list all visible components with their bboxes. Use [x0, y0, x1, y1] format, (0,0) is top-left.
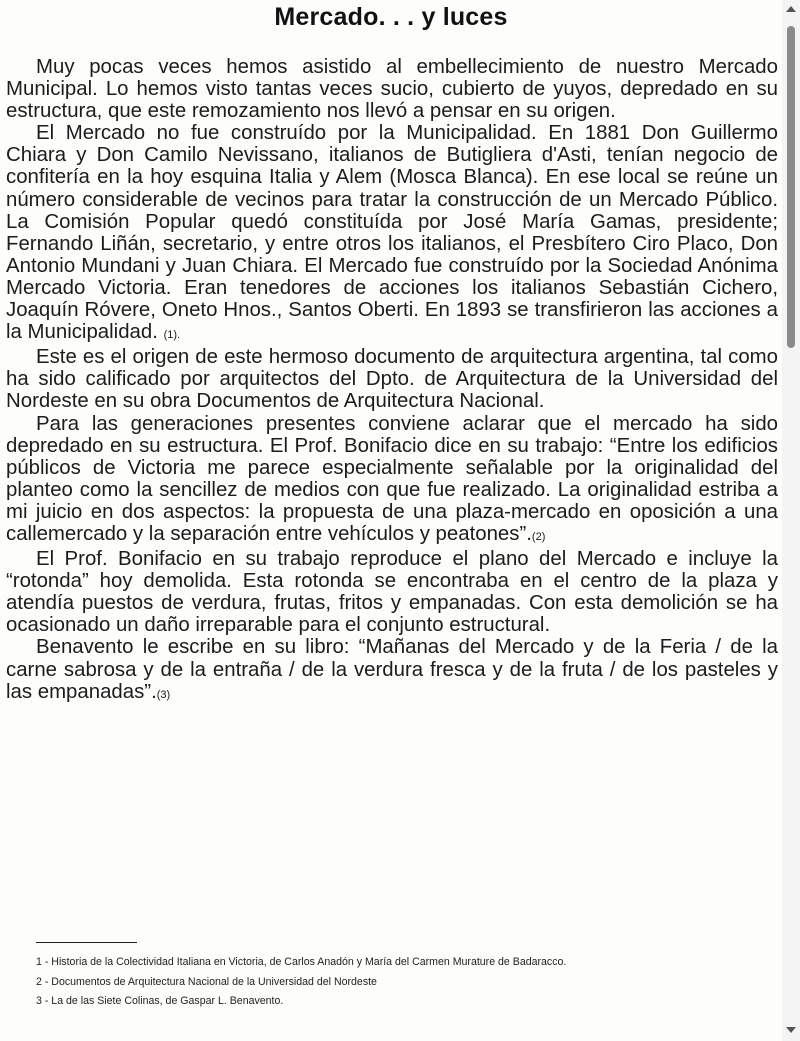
paragraph-2 [6, 122, 778, 346]
paragraph-2-text: El Mercado no fue construído por la Municipalidad. En 1881 Don Guillermo Chiara y Don Camilo Nevissano, italianos de Butigliera d'Asti, tenían negocio de confitería en la hoy esquina Italia y Alem (Mosca Blanca). En ese local se reúne un número considerable de vecinos para tratar la construcción de un Mercado Público. La Comisión Popular quedó constituída por José María Gamas, presidente; Fernando Liñán, secretario, y entre otros los italianos, el Presbítero Ciro Placo, Don Antonio Mundani y Juan Chiara. El Mercado fue construído por la Sociedad Anónima Mercado Victoria. Eran tenedores de acciones los italianos Sebastián Cichero, Joaquín Róvere, Oneto Hnos., Santos Oberti. En 1893 se transfirieron las acciones a la Municipalidad. [6, 122, 778, 344]
paragraph-1 [6, 56, 778, 122]
footnotes [6, 956, 778, 1015]
footnote-ref-1: (1). [163, 329, 181, 342]
vertical-scrollbar[interactable] [782, 0, 800, 1041]
footnote-2: 2 - Documentos de Arquitectura Nacional de la Universidad del Nordeste [36, 975, 377, 988]
scroll-down-arrow-icon[interactable] [786, 1027, 796, 1033]
article-title: Mercado. . . y luces [274, 3, 508, 31]
paragraph-3-text: Este es el origen de este hermoso documento de arquitectura argentina, tal como ha sido calificado por arquitectos del Dpto. de Arquitectura de la Universidad del Nordeste en su obra Documentos de Arquitectura Nacional. [6, 346, 778, 413]
footnote-divider [36, 942, 137, 943]
footnote-3: 3 - La de las Siete Colinas, de Gaspar L. Benavento. [36, 995, 284, 1008]
paragraph-5 [6, 548, 778, 636]
footnote-1: 1 - Historia de la Colectividad Italiana en Victoria, de Carlos Anadón y María del Carmen Murature de Badaracco. [36, 956, 567, 968]
article-body [6, 56, 778, 706]
paragraph-6-text: Benavento le escribe en su libro: “Mañanas del Mercado y de la Feria / de la carne sabrosa y de la entraña / de la verdura fresca y de la fruta / de los pasteles y las empanadas”. [6, 636, 778, 703]
paragraph-1-text: Muy pocas veces hemos asistido al embellecimiento de nuestro Mercado Municipal. Lo hemos visto tantas veces sucio, cubierto de yuyos, depredado en su estructura, que este remozamiento nos llevó a pensar en su origen. [6, 56, 778, 123]
paragraph-3 [6, 346, 778, 412]
scroll-up-arrow-icon[interactable] [786, 6, 796, 12]
footnote-ref-3: (3) [156, 688, 171, 701]
paragraph-4-text: Para las generaciones presentes conviene aclarar que el mercado ha sido depredado en su estructura. El Prof. Bonifacio dice en su trabajo: “Entre los edificios públicos de Victoria me parece especialmente señalable por la originalidad del planteo como la sencillez de medios con que fue realizado. La originalidad estriba a mi juicio en dos aspectos: la propuesta de una plaza-mercado en oposición a una callemercado y la separación entre vehículos y peatones”. [6, 412, 778, 545]
footnote-ref-2: (2) [531, 530, 546, 543]
scrollbar-thumb[interactable] [787, 26, 795, 348]
paragraph-5-text: El Prof. Bonifacio en su trabajo reproduce el plano del Mercado e incluye la “rotonda” hoy demolida. Esta rotonda se encontraba en el centro de la plaza y atendía puestos de verdura, frutas, fritos y empanadas. Con esta demolición se ha ocasionado un daño irreparable para el conjunto estructural. [6, 548, 778, 637]
paragraph-6 [6, 636, 778, 705]
paragraph-4 [6, 413, 778, 549]
